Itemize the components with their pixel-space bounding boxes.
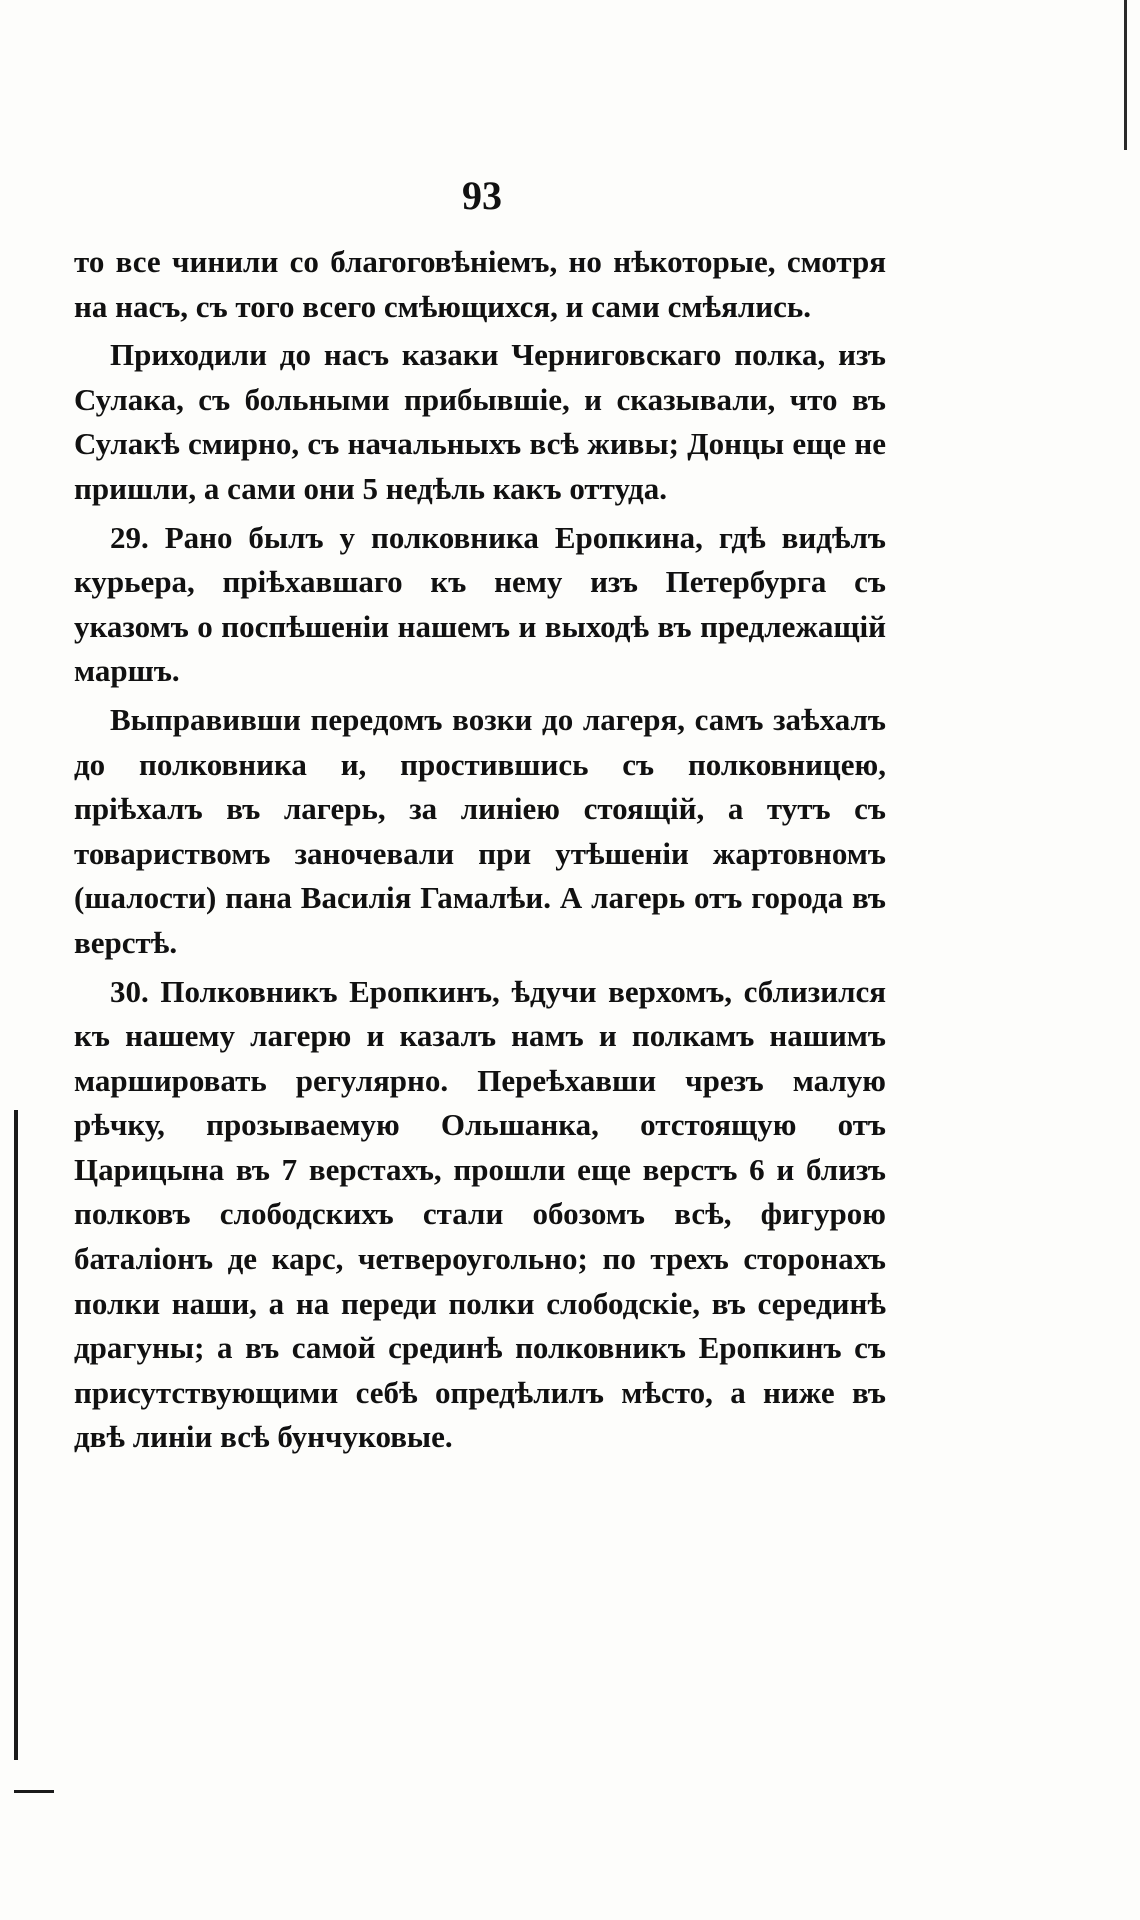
page-edge-rule	[1124, 0, 1127, 150]
gutter-rule	[14, 1110, 18, 1760]
gutter-tick	[14, 1790, 54, 1793]
paragraph: Приходили до насъ казаки Черниговскаго полка, изъ Сулака, съ больными прибывшіе, и сказывали, что въ Сулакѣ смирно, съ начальныхъ всѣ живы; Донцы еще не пришли, а сами они 5 недѣль какъ оттуда.	[74, 337, 886, 506]
paragraph: Выправивши передомъ возки до лагеря, самъ заѣхалъ до полковника и, простившись съ полковницею, пріѣхалъ въ лагерь, за линіею стоящій, а тутъ съ товариствомъ заночевали при утѣшеніи жартовномъ (шалости) пана Василія Гамалѣи. А лагерь отъ города въ верстѣ.	[74, 701, 886, 960]
paragraph: то все чинили со благоговѣніемъ, но нѣкоторые, смотря на насъ, съ того всего смѣющихся, и сами смѣялись.	[74, 244, 886, 324]
paragraph: 30. Полковникъ Еропкинъ, ѣдучи верхомъ, сблизился къ нашему лагерю и казалъ намъ и полкамъ нашимъ маршировать регулярно. Переѣхавши чрезъ малую рѣчку, прозываемую Ольшанка, отстоящую отъ Царицына въ 7 верстахъ, прошли еще верстъ 6 и близъ полковъ слободскихъ стали обозомъ всѣ, фигурою баталіонъ де карс, четвероугольно; по трехъ сторонахъ полки наши, а на переди полки слободскіе, въ серединѣ драгуны; а въ самой срединѣ полковникъ Еропкинъ съ присутствующими себѣ опредѣлилъ мѣсто, а ниже въ двѣ линіи всѣ бунчуковые.	[74, 973, 886, 1455]
page-number: 93	[462, 173, 502, 218]
paragraph: 29. Рано былъ у полковника Еропкина, гдѣ видѣлъ курьера, пріѣхавшаго къ нему изъ Петербурга съ указомъ о поспѣшеніи нашемъ и выходѣ въ предлежащій маршъ.	[74, 519, 886, 689]
text-body	[74, 240, 886, 1464]
